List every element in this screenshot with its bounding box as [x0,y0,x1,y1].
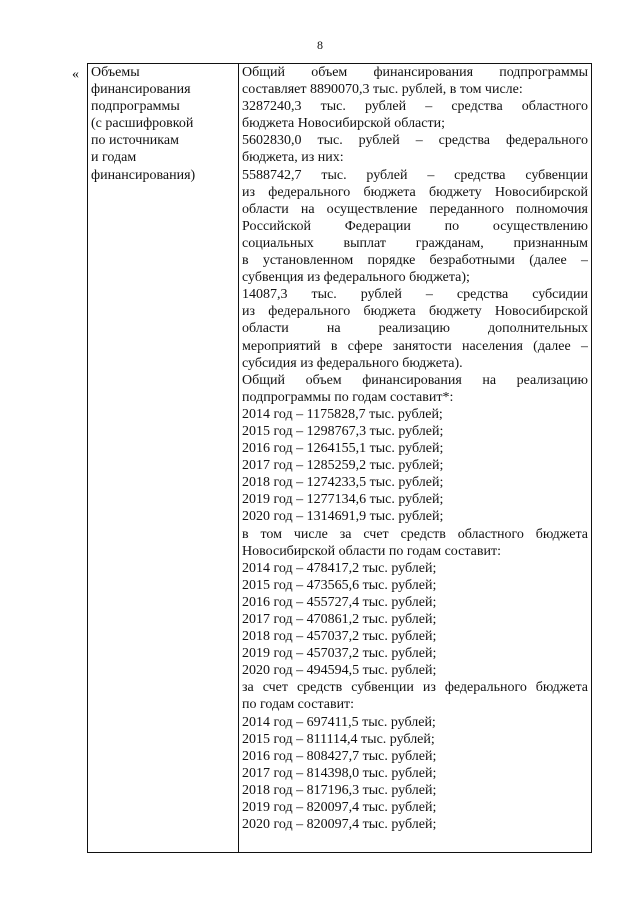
text-line: области на осуществление переданного полномочия [242,201,588,217]
table-row [88,64,592,853]
year-line: 2014 год – 697411,5 тыс. рублей; [242,714,436,730]
year-line: 2019 год – 1277134,6 тыс. рублей; [242,492,444,508]
year-line: 2019 год – 457037,2 тыс. рублей; [242,646,437,662]
year-line: 2018 год – 817196,3 тыс. рублей; [242,782,437,798]
year-line: 2016 год – 455727,4 тыс. рублей; [242,594,437,610]
financing-text-cell [239,64,592,853]
year-line: 2020 год – 1314691,9 тыс. рублей; [242,509,444,525]
year-line: 2018 год – 1274233,5 тыс. рублей; [242,475,444,491]
text-line: бюджета Новосибирской области; [242,116,445,132]
text-line: по годам составит: [242,697,355,713]
text-line: субсидия из федерального бюджета). [242,355,463,371]
text-line: составляет 8890070,3 тыс. рублей, в том числе: [242,82,523,98]
year-line: 2014 год – 478417,2 тыс. рублей; [242,560,437,576]
page-number: 8 [317,38,323,52]
year-line: 2015 год – 1298767,3 тыс. рублей; [242,423,444,439]
text-line: 14087,3 тыс. рублей – средства субсидии [242,287,588,303]
text-line: в том числе за счет средств областного бюджета [242,526,588,542]
year-line: 2019 год – 820097,4 тыс. рублей; [242,800,437,816]
year-line: 2020 год – 494594,5 тыс. рублей; [242,663,437,679]
year-line: 2020 год – 820097,4 тыс. рублей; [242,817,437,833]
text-line: Общий объем финансирования на реализацию [242,372,588,388]
text-line: бюджета, из них: [242,150,344,166]
year-line: 2016 год – 1264155,1 тыс. рублей; [242,441,444,457]
year-line: 2016 год – 808427,7 тыс. рублей; [242,748,437,764]
text-line: из федерального бюджета бюджету Новосибирской [242,304,588,320]
heading-line: по источникам [91,133,179,149]
year-line: 2017 год – 470861,2 тыс. рублей; [242,612,437,627]
year-line: 2017 год – 814398,0 тыс. рублей; [242,765,437,781]
text-line: в установленном порядке безработными (далее – [242,253,588,269]
year-line: 2015 год – 473565,6 тыс. рублей; [242,577,437,593]
text-line: социальных выплат гражданам, признанным [242,235,588,251]
year-line: 2014 год – 1175828,7 тыс. рублей; [242,406,443,422]
year-line: 2018 год – 457037,2 тыс. рублей; [242,629,437,645]
text-line: Новосибирской области по годам составит: [242,543,501,559]
opening-quote-mark: « [72,67,79,82]
text-line: 3287240,3 тыс. рублей – средства областного [242,99,588,115]
year-line: 2017 год – 1285259,2 тыс. рублей; [242,458,444,474]
text-line: из федерального бюджета бюджету Новосибирской [242,184,588,200]
financing-table [87,63,592,853]
heading-line: Объемы [91,65,140,80]
text-line: субвенция из федерального бюджета); [242,270,470,286]
text-line: подпрограммы по годам составит*: [242,389,454,405]
heading-line: и годам [91,150,137,166]
year-line: 2015 год – 811114,4 тыс. рублей; [242,731,435,747]
row-heading-cell [88,64,239,853]
text-line: мероприятий в сфере занятости населения (далее – [242,338,588,354]
heading-line: подпрограммы [91,99,180,115]
heading-line: (с расшифровкой [91,116,194,132]
heading-line: финансирования) [91,167,196,183]
text-line: за счет средств субвенции из федерального бюджета [242,680,588,696]
text-line: Общий объем финансирования подпрограммы [242,65,588,80]
text-line: 5602830,0 тыс. рублей – средства федерального [242,133,588,149]
text-line: области на реализацию дополнительных [242,321,588,337]
text-line: 5588742,7 тыс. рублей – средства субвенции [242,167,588,183]
heading-line: финансирования [91,82,191,98]
text-line: Российской Федерации по осуществлению [242,218,588,234]
